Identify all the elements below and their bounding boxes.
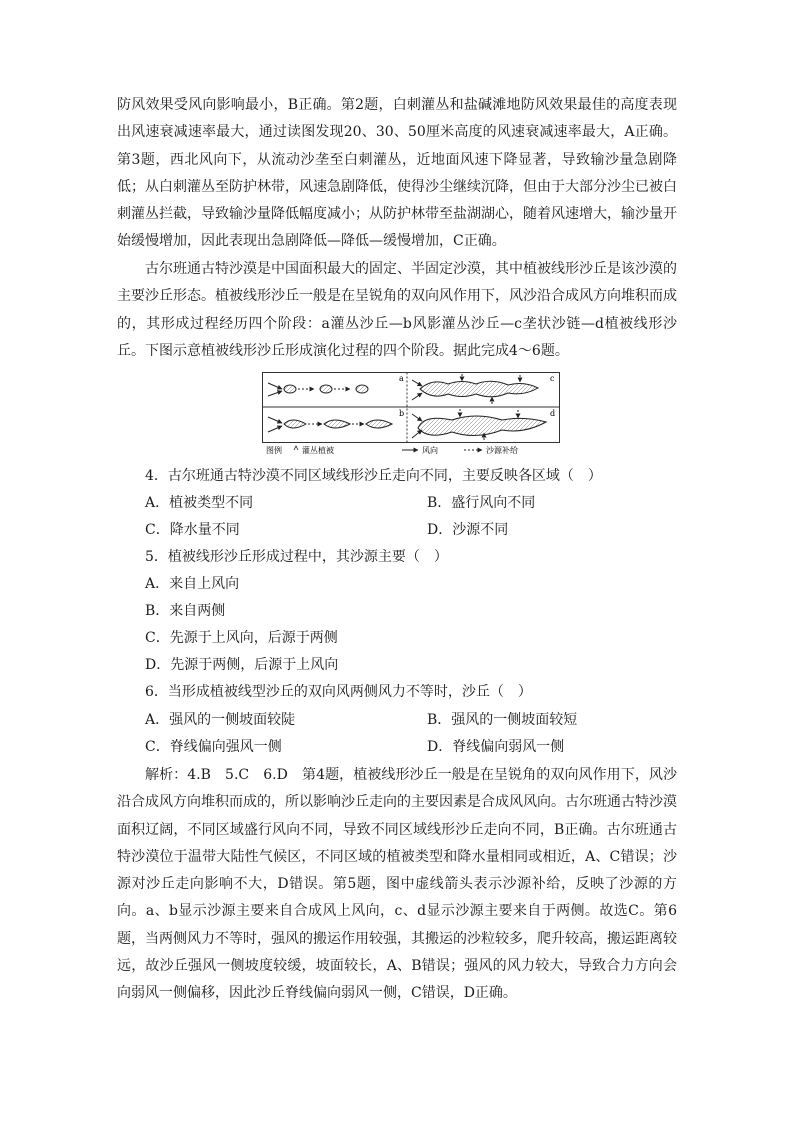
panel-label-a: a: [399, 374, 404, 383]
legend-shrub: 灌丛植被: [302, 446, 334, 455]
question-4-option-d[interactable]: D．沙源不同: [427, 522, 509, 538]
panel-label-c: c: [550, 374, 555, 383]
legend-wind: 风向: [422, 446, 438, 455]
question-4-option-c[interactable]: C．降水量不同: [145, 522, 240, 538]
panel-a-shrub-dunes: [268, 383, 368, 396]
question-5-option-c[interactable]: C．先源于上风向，后源于两侧: [145, 630, 338, 646]
question-6-stem: 6．当形成植被线型沙丘的双向风两侧风力不等时，沙丘（ ）: [145, 684, 532, 700]
panel-label-d: d: [550, 409, 556, 418]
dune-evolution-diagram: [262, 372, 560, 456]
panel-b-wind-shadow-dunes: [268, 417, 392, 432]
question-6-option-b[interactable]: B．强风的一侧坡面较短: [427, 712, 578, 728]
question-4-option-b[interactable]: B．盛行风向不同: [427, 495, 536, 511]
dune-evolution-figure: [262, 372, 560, 456]
panel-label-b: b: [399, 409, 405, 418]
panel-d-linear-dune: [412, 409, 546, 440]
question-6-option-d[interactable]: D．脊线偏向弱风一侧: [427, 739, 565, 755]
legend-sand: 沙源补给: [486, 446, 518, 455]
shrub-icon: [294, 446, 298, 450]
panel-c-ridge-chain: [412, 374, 538, 404]
question-6-option-c[interactable]: C．脊线偏向强风一侧: [145, 739, 282, 755]
question-4-option-a[interactable]: A．植被类型不同: [145, 495, 254, 511]
figure-legend: [266, 445, 518, 455]
question-5-stem: 5．植被线形沙丘形成过程中，其沙源主要（ ）: [145, 549, 448, 565]
question-6-option-a[interactable]: A．强风的一侧坡面较陡: [145, 712, 296, 728]
answer-paragraph-1-3: 防风效果受风向影响最小，B正确。第2题，白刺灌丛和盐碱滩地防风效果最佳的高度表现出风速衰减速率最大，通过读图发现20、30、50厘米高度的风速衰减速率最大，A正确。第3题，西北风向下，从流动沙垄至白刺灌丛，近地面风速下降显著，导致输沙量急剧降低；从白刺灌丛至防护林带，风速急剧降低，使得沙尘继续沉降，但由于大部分沙尘已被白刺灌丛拦截，导致输沙量降低幅度减小；从防护林带至盐湖湖心，随着风速增大，输沙量开始缓慢增加，因此表现出急剧降低—降低—缓慢增加，C正确。: [117, 97, 677, 250]
passage-paragraph: 古尔班通古特沙漠是中国面积最大的固定、半固定沙漠，其中植被线形沙丘是该沙漠的主要沙丘形态。植被线形沙丘一般是在呈锐角的双向风作用下，风沙沿合成风方向堆积而成的，其形成过程经历四个阶段：a灌丛沙丘—b风影灌丛沙丘—c垄状沙链—d植被线形沙丘。下图示意植被线形沙丘形成演化过程的四个阶段。据此完成4～6题。: [117, 261, 677, 359]
question-5-option-d[interactable]: D．先源于两侧，后源于上风向: [145, 657, 339, 673]
legend-title: 图例: [266, 446, 282, 455]
question-4-stem: 4．古尔班通古特沙漠不同区域线形沙丘走向不同，主要反映各区域（ ）: [145, 468, 602, 484]
analysis-paragraph: 解析：4.B 5.C 6.D 第4题，植被线形沙丘一般是在呈锐角的双向风作用下，风沙沿合成风方向堆积而成的，所以影响沙丘走向的主要因素是合成风风向。古尔班通古特沙漠面积辽阔，不同区域盛行风向不同，导致不同区域线形沙丘走向不同，B正确。古尔班通古特沙漠位于温带大陆性气候区，不同区域的植被类型和降水量相同或相近，A、C错误；沙源对沙丘走向影响不大，D错误。第5题，图中虚线箭头表示沙源补给，反映了沙源的方向。a、b显示沙源主要来自合成风上风向，c、d显示沙源主要来自于两侧。故选C。第6题，当两侧风力不等时，强风的搬运作用较强，其搬运的沙粒较多，爬升较高，搬运距离较远，故沙丘强风一侧坡度较缓，坡面较长，A、B错误；强风的风力较大，导致合力方向会向弱风一侧偏移，因此沙丘脊线偏向弱风一侧，C错误，D正确。: [117, 767, 677, 1002]
question-5-option-a[interactable]: A．来自上风向: [145, 576, 240, 592]
question-5-option-b[interactable]: B．来自两侧: [145, 603, 226, 619]
